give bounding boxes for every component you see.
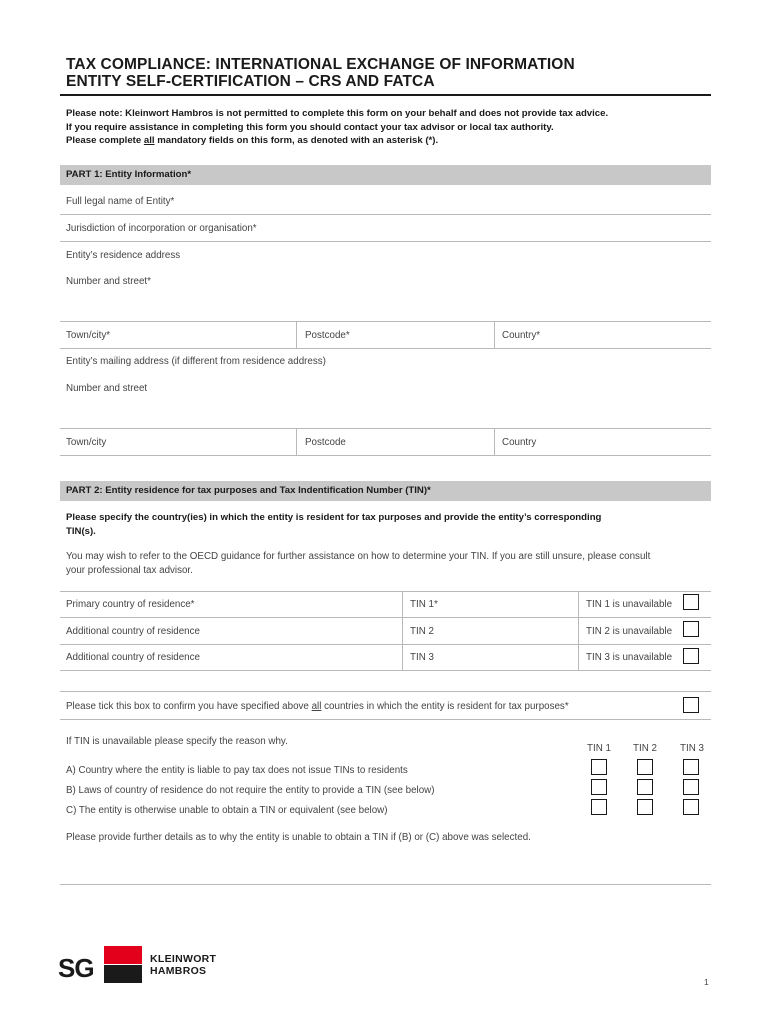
- mail-country-label: Country: [502, 437, 537, 448]
- notice-line-3: Please complete all mandatory fields on this form, as denoted with an asterisk (*).: [66, 135, 439, 146]
- mail-street-field[interactable]: [60, 428, 711, 429]
- tin-row-2-tin[interactable]: TIN 2: [410, 626, 434, 637]
- jurisdiction-label: Jurisdiction of incorporation or organisation*: [66, 223, 257, 234]
- tin-row-1-tin[interactable]: TIN 1*: [410, 599, 438, 610]
- tin-row-3-tin[interactable]: TIN 3: [410, 652, 434, 663]
- notice-line-1: Please note: Kleinwort Hambros is not permitted to complete this form on your behalf and does not provide tax advice.: [66, 108, 609, 119]
- mail-town-label: Town/city: [66, 437, 107, 448]
- full-name-field[interactable]: [60, 214, 711, 215]
- title-line-2: ENTITY SELF-CERTIFICATION – CRS AND FATCA: [66, 73, 435, 90]
- part2-instruction: Please specify the country(ies) in which the entity is resident for tax purposes and provide the entity’s corresponding TIN(s).: [66, 512, 602, 537]
- reason-b-tin1-checkbox[interactable]: [591, 779, 607, 795]
- divider: [60, 691, 711, 692]
- logo-black-block: [104, 965, 142, 983]
- mail-street-label: Number and street: [66, 383, 148, 394]
- page-number: 1: [704, 977, 709, 987]
- reason-c-tin3-checkbox[interactable]: [683, 799, 699, 815]
- mail-postcode-label: Postcode: [305, 437, 346, 448]
- tin-row-3-unavailable: TIN 3 is unavailable: [586, 652, 673, 663]
- tin-2-unavailable-checkbox[interactable]: [683, 621, 699, 637]
- jurisdiction-field[interactable]: [60, 241, 711, 242]
- tin-row-2-unavailable: TIN 2 is unavailable: [586, 626, 673, 637]
- divider: [60, 591, 711, 592]
- reason-b-tin3-checkbox[interactable]: [683, 779, 699, 795]
- notice-text: [66, 107, 608, 148]
- reason-c-tin1-checkbox[interactable]: [591, 799, 607, 815]
- divider: [60, 719, 711, 720]
- res-street-field[interactable]: [60, 321, 711, 322]
- tin-row-1-unavailable: TIN 1 is unavailable: [586, 599, 673, 610]
- brand-name: KLEINWORT HAMBROS: [150, 953, 217, 977]
- divider: [494, 321, 495, 348]
- part1-heading: PART 1: Entity Information*: [60, 165, 711, 185]
- divider: [60, 644, 711, 645]
- res-postcode-label: Postcode*: [305, 330, 350, 341]
- divider: [402, 591, 403, 671]
- reason-c-tin2-checkbox[interactable]: [637, 799, 653, 815]
- reason-a-tin2-checkbox[interactable]: [637, 759, 653, 775]
- reason-b-tin2-checkbox[interactable]: [637, 779, 653, 795]
- tin-row-2-country: Additional country of residence: [66, 626, 200, 637]
- title-divider: [60, 94, 711, 96]
- part2-guidance: You may wish to refer to the OECD guidance for further assistance on how to determine your TIN. If you are still unsure, please consult your professional tax advisor.: [66, 551, 651, 576]
- res-town-label: Town/city*: [66, 330, 111, 341]
- divider: [296, 428, 297, 455]
- logo-red-block: [104, 946, 142, 964]
- page-title: [66, 56, 575, 90]
- tin-3-unavailable-checkbox[interactable]: [683, 648, 699, 664]
- reason-a-label: A) Country where the entity is liable to pay tax does not issue TINs to residents: [66, 765, 408, 776]
- tin-1-column-header: TIN 1: [587, 743, 611, 754]
- divider: [296, 321, 297, 348]
- divider: [494, 428, 495, 455]
- reason-a-tin1-checkbox[interactable]: [591, 759, 607, 775]
- reason-b-label: B) Laws of country of residence do not require the entity to provide a TIN (see below): [66, 785, 435, 796]
- details-prompt: Please provide further details as to why the entity is unable to obtain a TIN if (B) or (C) above was selected.: [66, 832, 531, 843]
- confirm-countries-label: Please tick this box to confirm you have specified above all countries in which the entity is resident for tax purposes*: [66, 701, 569, 712]
- mail-town-row-line: [60, 455, 711, 456]
- tin-row-1-country: Primary country of residence*: [66, 599, 195, 610]
- divider: [60, 670, 711, 671]
- res-town-row-line: [60, 348, 711, 349]
- reason-prompt: If TIN is unavailable please specify the reason why.: [66, 736, 288, 747]
- divider: [60, 617, 711, 618]
- res-country-label: Country*: [502, 330, 541, 341]
- title-line-1: TAX COMPLIANCE: INTERNATIONAL EXCHANGE OF INFORMATION: [66, 56, 575, 73]
- tin-3-column-header: TIN 3: [680, 743, 704, 754]
- sg-logo-text: SG: [58, 953, 94, 983]
- details-field[interactable]: [60, 884, 711, 885]
- part2-heading: PART 2: Entity residence for tax purposes and Tax Indentification Number (TIN)*: [60, 481, 711, 501]
- reason-a-tin3-checkbox[interactable]: [683, 759, 699, 775]
- tin-row-3-country: Additional country of residence: [66, 652, 200, 663]
- residence-address-label: Entity’s residence address: [66, 250, 181, 261]
- notice-line-2: If you require assistance in completing this form you should contact your tax advisor or local tax authority.: [66, 121, 554, 133]
- confirm-countries-checkbox[interactable]: [683, 697, 699, 713]
- mailing-address-label: Entity’s mailing address (if different from residence address): [66, 356, 326, 367]
- divider: [578, 591, 579, 671]
- tin-1-unavailable-checkbox[interactable]: [683, 594, 699, 610]
- full-name-label: Full legal name of Entity*: [66, 196, 175, 207]
- tin-2-column-header: TIN 2: [633, 743, 657, 754]
- res-street-label: Number and street*: [66, 276, 151, 287]
- reason-c-label: C) The entity is otherwise unable to obtain a TIN or equivalent (see below): [66, 805, 388, 816]
